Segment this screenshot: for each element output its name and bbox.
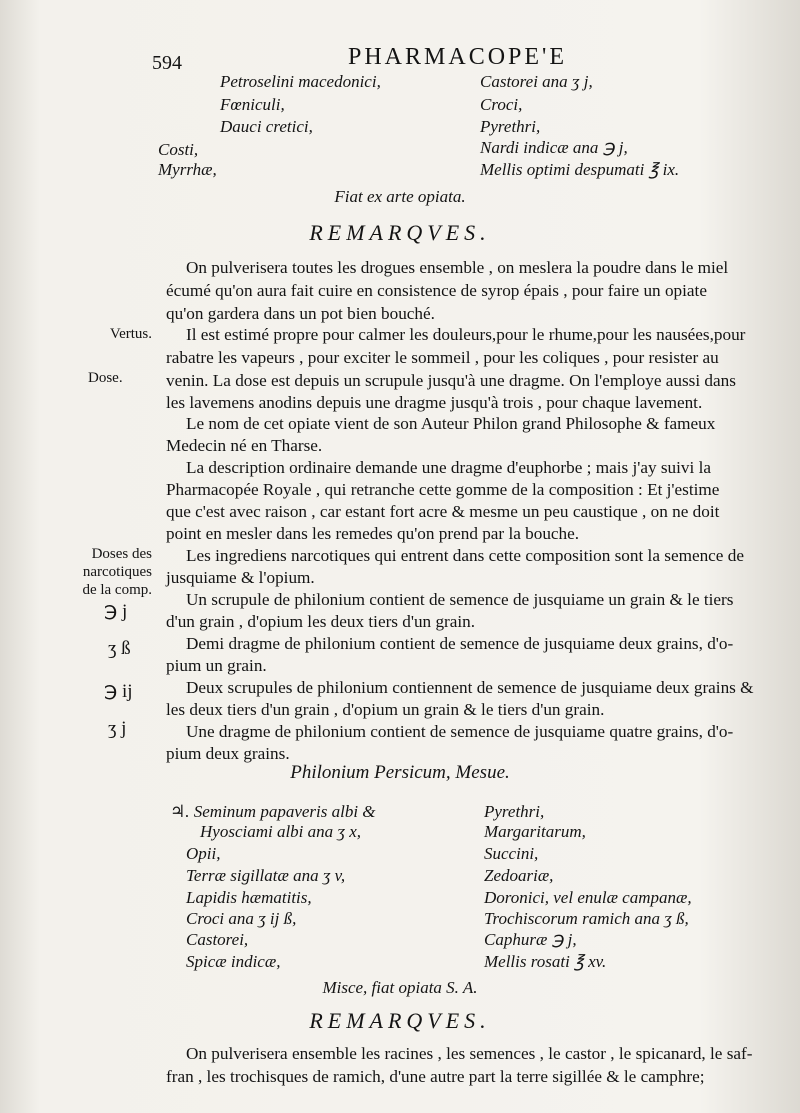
text-line: rabatre les vapeurs , pour exciter le sommeil , pour les coliques , pour resister au	[166, 348, 719, 367]
ingredient: Fœniculi,	[220, 95, 285, 114]
text-line: pium deux grains.	[166, 744, 290, 763]
ingredient: Nardi indicæ ana ℈ j,	[480, 138, 628, 157]
ingredient: Croci,	[480, 95, 523, 114]
ingredient: Petroselini macedonici,	[220, 72, 381, 91]
ingredient: Opii,	[186, 844, 221, 863]
recipe-closing: Fiat ex arte opiata.	[334, 187, 466, 206]
ingredient: Terræ sigillatæ ana ʒ v,	[186, 866, 346, 885]
ingredient: Pyrethri,	[484, 802, 545, 821]
ingredient: ♃. Seminum papaveris albi &	[170, 802, 376, 821]
text-line: Demi dragme de philonium contient de semence de jusquiame deux grains, d'o-	[186, 634, 734, 653]
text-line: écumé qu'on aura fait cuire en consistence de syrop épais , pour faire un opiate	[166, 281, 707, 300]
ingredient: Mellis optimi despumati ℥ ix.	[480, 160, 680, 179]
ingredient: Mellis rosati ℥ xv.	[484, 952, 607, 971]
ingredient: Margaritarum,	[484, 822, 586, 841]
text-line: que c'est avec raison , car estant fort acre & mesme un peu caustique , on ne doit	[166, 502, 720, 521]
ingredient: Costi,	[158, 140, 199, 159]
text-line: Deux scrupules de philonium contiennent de semence de jusquiame deux grains &	[186, 678, 754, 697]
section-heading: REMARQVES.	[309, 220, 491, 245]
ingredient: Succini,	[484, 844, 539, 863]
text-line: On pulverisera ensemble les racines , les semences , le castor , le spicanard, le saf-	[186, 1044, 753, 1063]
ingredient: Dauci cretici,	[220, 117, 313, 136]
ingredient: Trochiscorum ramich ana ʒ ß,	[484, 909, 689, 928]
text-line: Une dragme de philonium contient de semence de jusquiame quatre grains, d'o-	[186, 722, 734, 741]
ingredient: Pyrethri,	[480, 117, 541, 136]
ingredient: Castorei,	[186, 930, 249, 949]
dose-symbol: ʒ ß	[108, 638, 131, 659]
page-number: 594	[152, 52, 182, 74]
text-line: Un scrupule de philonium contient de semence de jusquiame un grain & le tiers	[186, 590, 734, 609]
text-line: On pulverisera toutes les drogues ensemble , on meslera la poudre dans le miel	[186, 258, 729, 277]
text-line: La description ordinaire demande une dragme d'euphorbe ; mais j'ay suivi la	[186, 458, 711, 477]
text-line: les deux tiers d'un grain , d'opium un grain & le tiers d'un grain.	[166, 700, 605, 719]
margin-note-doses: de la comp.	[82, 582, 152, 598]
text-line: Il est estimé propre pour calmer les douleurs,pour le rhume,pour les nausées,pour	[186, 325, 746, 344]
margin-note-dose: Dose.	[88, 370, 123, 386]
ingredient: Doronici, vel enulæ campanæ,	[484, 888, 692, 907]
text-line: d'un grain , d'opium les deux tiers d'un grain.	[166, 612, 476, 631]
ingredient: Caphuræ ℈ j,	[484, 930, 577, 949]
ingredient: Myrrhæ,	[158, 160, 217, 179]
text-line: venin. La dose est depuis un scrupule jusqu'à une dragme. On l'employe aussi dans	[166, 371, 736, 390]
text-line: Les ingrediens narcotiques qui entrent dans cette composition sont la semence de	[186, 546, 744, 565]
text-line: point en mesler dans les remedes qu'on prend par la bouche.	[166, 524, 580, 543]
ingredient: Lapidis hæmatitis,	[186, 888, 312, 907]
recipe-closing: Misce, fiat opiata S. A.	[322, 978, 478, 997]
section-heading: REMARQVES.	[309, 1008, 491, 1033]
ingredient: Hyosciami albi ana ʒ x,	[200, 822, 361, 841]
text-line: Pharmacopée Royale , qui retranche cette gomme de la composition : Et j'estime	[166, 480, 720, 499]
margin-note-vertus: Vertus.	[109, 326, 152, 342]
ingredient: Zedoariæ,	[484, 866, 554, 885]
running-title: PHARMACOPE'E	[348, 44, 568, 70]
dose-symbol: ℈ j	[104, 601, 128, 622]
text-line: pium un grain.	[166, 656, 267, 675]
dose-symbol: ʒ j	[108, 718, 127, 739]
ingredient: Castorei ana ʒ j,	[480, 72, 593, 91]
ingredient: Spicæ indicæ,	[186, 952, 281, 971]
ingredient: Croci ana ʒ ij ß,	[186, 909, 297, 928]
margin-note-doses: Doses des	[91, 546, 152, 562]
text-line: jusquiame & l'opium.	[166, 568, 315, 587]
text-line: les lavemens anodins depuis une dragme jusqu'à trois , pour chaque lavement.	[166, 393, 703, 412]
dose-symbol: ℈ ij	[104, 681, 133, 702]
margin-note-doses: narcotiques	[82, 564, 152, 580]
text-line: qu'on gardera dans un pot bien bouché.	[166, 304, 435, 323]
text-line: Le nom de cet opiate vient de son Auteur Philon grand Philosophe & fameux	[186, 414, 716, 433]
text-line: Medecin né en Tharse.	[166, 436, 323, 455]
recipe-title: Philonium Persicum, Mesue.	[290, 762, 510, 783]
text-line: fran , les trochisques de ramich, d'une autre part la terre sigillée & le camphre;	[166, 1067, 705, 1086]
